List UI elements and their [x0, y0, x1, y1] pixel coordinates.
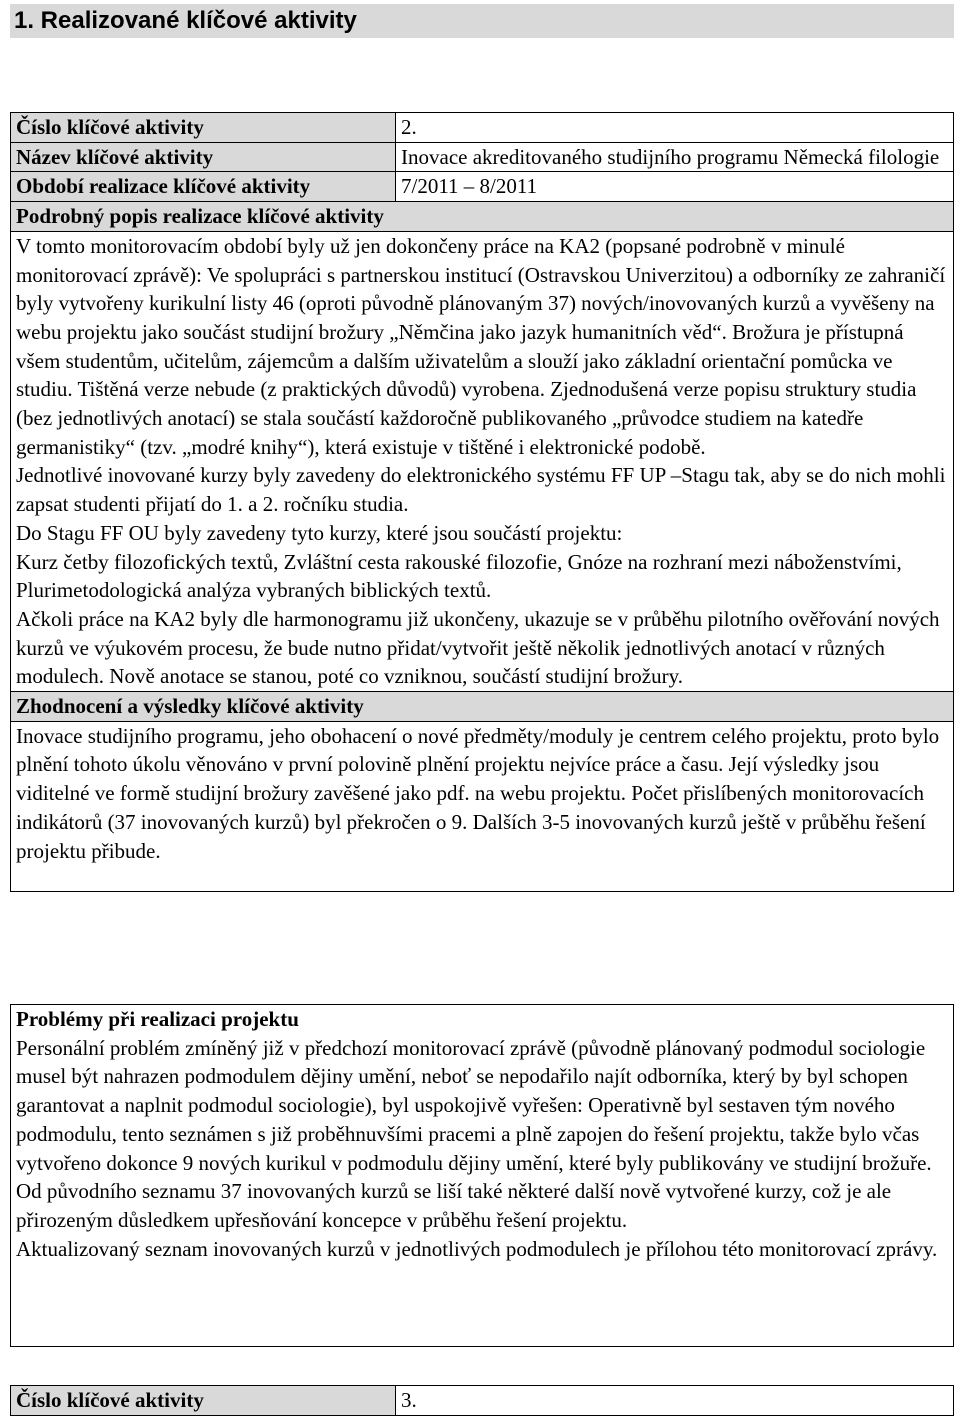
activity-period-row: [11, 172, 954, 202]
activity-2-table: [10, 112, 954, 892]
description-label: Podrobný popis realizace klíčové aktivity: [11, 202, 954, 232]
problems-paragraph: Od původního seznamu 37 inovovaných kurzů se liší také některé další nově vytvořené kurzy, což je ale přirozeným důsledkem upřesňování koncepce v průběhu řešení projektu.: [16, 1179, 892, 1232]
evaluation-body: [11, 721, 954, 892]
activity-period-label: Období realizace klíčové aktivity: [11, 172, 396, 202]
section-heading: 1. Realizované klíčové aktivity: [10, 4, 954, 38]
problems-paragraph: Aktualizovaný seznam inovovaných kurzů v jednotlivých podmodulech je přílohou této monitorovací zprávy.: [16, 1236, 938, 1261]
evaluation-body-row: [11, 721, 954, 892]
activity-name-row: [11, 142, 954, 172]
description-body: [11, 231, 954, 691]
description-paragraph: V tomto monitorovacím období byly už jen dokončeny práce na KA2 (popsané podrobně v minulé monitorovací zprávě): Ve spolupráci s partnerskou institucí (Ostravskou Univerzitou) a odborníky ze zahraničí byly vytvořeny kurikulní listy 46 (oproti původně plánovaným 37) nových/inovovaných kurzů a vyvěšeny na webu projektu jako součást studijní brožury „Němčina jako jazyk humanitních věd“. Brožura je přístupná všem studentům, učitelům, zájemcům a dalším uživatelům a slouží jako základní orientační pomůcka ve studiu. Tištěná verze nebude (z praktických důvodů) vyrobena. Zjednodušená verze popisu struktury studia (bez jednotlivých anotací) se stala součástí každoročně publikovaného „průvodce studiem na katedře germanistiky“ (tzv. „modré knihy“), která existuje v tištěné i elektronické podobě.: [16, 233, 946, 459]
activity-name-label: Název klíčové aktivity: [11, 142, 396, 172]
activity-number-label: Číslo klíčové aktivity: [11, 113, 396, 143]
activity-number-row: [11, 1386, 954, 1416]
evaluation-label: Zhodnocení a výsledky klíčové aktivity: [11, 692, 954, 722]
activity-3-table: [10, 1385, 954, 1416]
activity-name-value: Inovace akreditovaného studijního programu Německá filologie: [396, 142, 954, 172]
evaluation-text: Inovace studijního programu, jeho obohacení o nové předměty/moduly je centrem celého projektu, proto bylo plnění tohoto úkolu věnováno v první polovině plnění projektu nejvíce práce a času. Její výsledky jsou viditelné ve formě studijní brožury zavěšené jako pdf. na webu projektu. Počet přislíbených monitorovacích indikátorů (37 inovovaných kurzů) byl překročen o 9. Dalších 3-5 inovovaných kurzů ještě v průběhu řešení projektu přibude.: [16, 723, 940, 863]
activity-period-value: 7/2011 – 8/2011: [396, 172, 954, 202]
problems-box: [10, 1004, 954, 1347]
description-body-row: [11, 231, 954, 691]
activity-number-label: Číslo klíčové aktivity: [11, 1386, 396, 1416]
description-paragraph: Jednotlivé inovované kurzy byly zavedeny do elektronického systému FF UP –Stagu tak, aby se do nich mohli zapsat studenti přijatí do 1. a 2. ročníku studia.: [16, 463, 946, 517]
activity-number-row: [11, 113, 954, 143]
evaluation-header-row: [11, 692, 954, 722]
activity-number-value: 2.: [396, 113, 954, 143]
description-header-row: [11, 202, 954, 232]
description-paragraph: Ačkoli práce na KA2 byly dle harmonogramu již ukončeny, ukazuje se v průběhu pilotního ověřování nových kurzů ve výukovém procesu, že bude nutno přidat/vytvořit ještě několik jednotlivých anotací v různých modulech. Nově anotace se stanou, poté co vzniknou, součástí studijní brožury.: [16, 606, 940, 689]
description-paragraph: Kurz četby filozofických textů, Zvláštní cesta rakouské filozofie, Gnóze na rozhraní mezi náboženstvími, Plurimetodologická analýza vybraných biblických textů.: [16, 549, 902, 603]
problems-paragraph: Personální problém zmíněný již v předchozí monitorovací zprávě (původně plánovaný podmodul sociologie musel být nahrazen podmodulem dějiny umění, neboť se nepodařilo najít odborníka, který by byl schopen garantovat a naplnit podmodul sociologie), byl uspokojivě vyřešen: Operativně byl sestaven tým nového podmodulu, tento seznámen s již proběhnuvšími pracemi a plně zapojen do řešení projektu, takže bylo včas vytvořeno dokonce 9 nových kurikul v podmodulu dějiny umění, které byly publikovány ve studijní brožuře.: [16, 1035, 932, 1175]
problems-title: Problémy při realizaci projektu: [16, 1007, 299, 1031]
activity-number-value: 3.: [396, 1386, 954, 1416]
description-paragraph: Do Stagu FF OU byly zavedeny tyto kurzy, které jsou součástí projektu:: [16, 520, 623, 545]
